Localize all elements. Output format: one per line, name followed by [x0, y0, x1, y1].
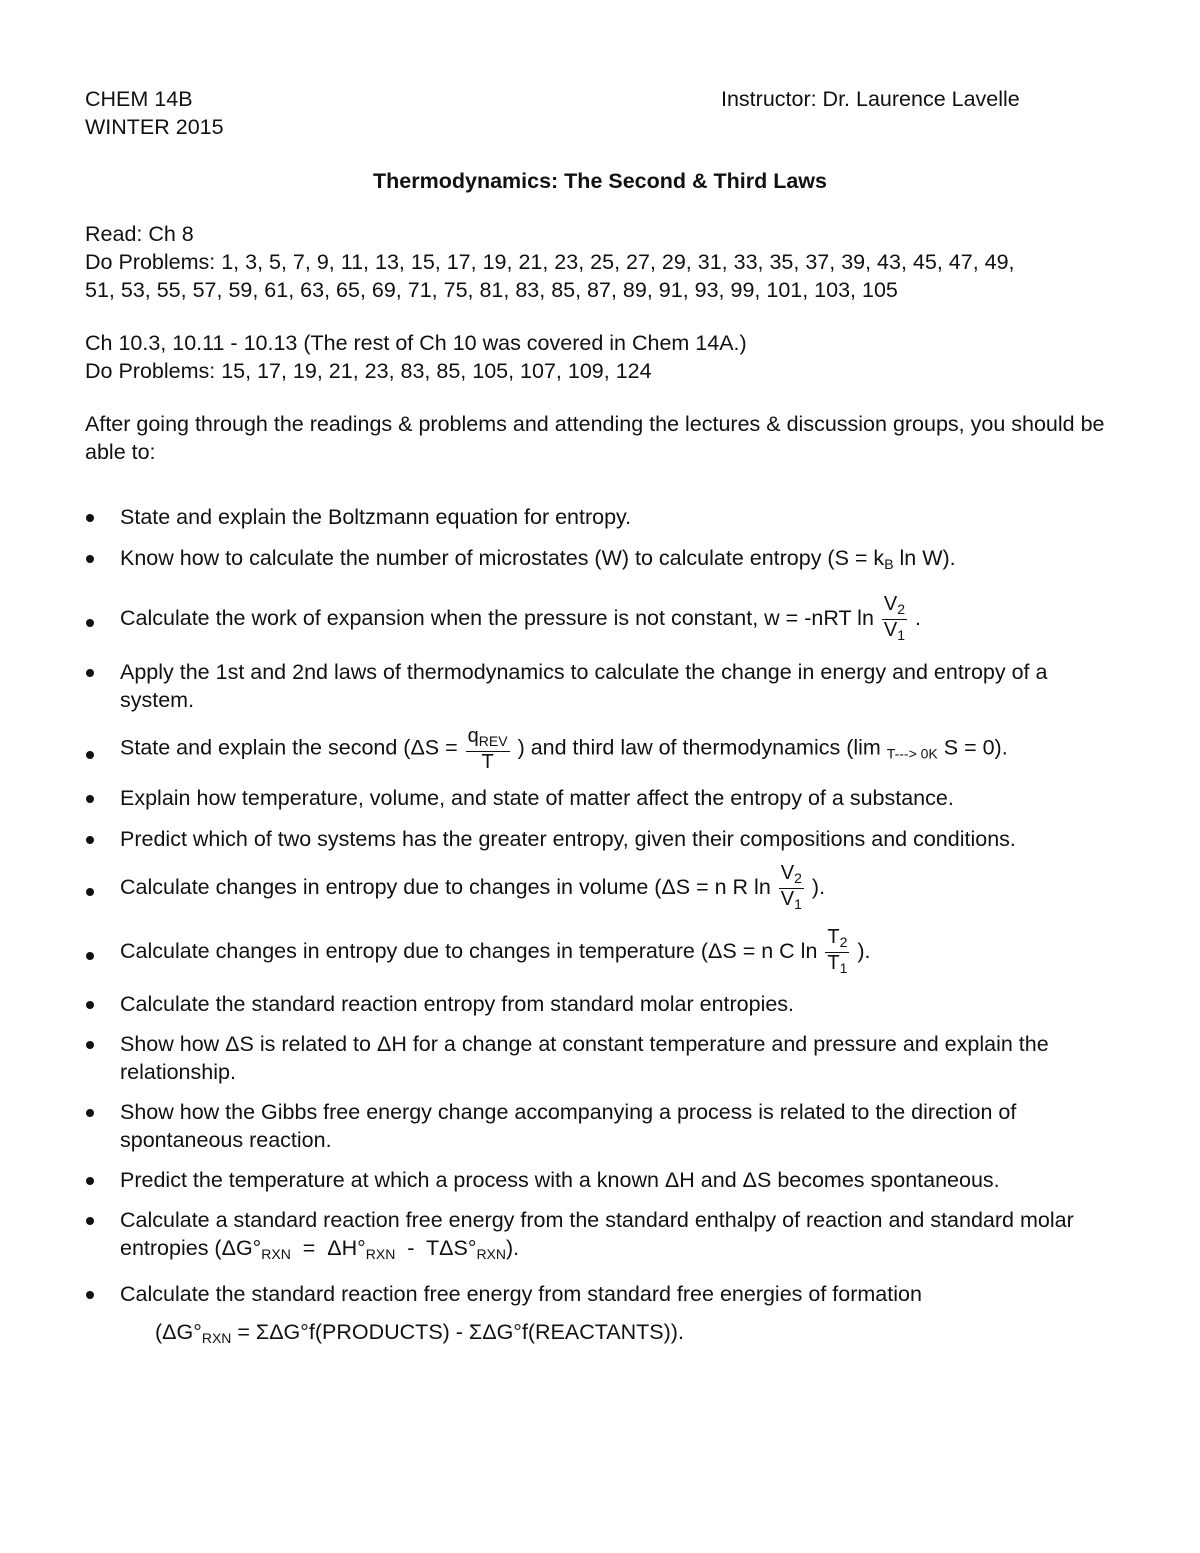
bullet-icon	[86, 952, 94, 960]
objective-text: Calculate changes in entropy due to changes in volume (ΔS = n R ln	[120, 875, 771, 900]
objective-text: State and explain the Boltzmann equation for entropy.	[120, 505, 632, 529]
subscript: 2	[794, 870, 802, 886]
objective-text: Apply the 1st and 2nd laws of thermodynamics to calculate the change in energy and entropy of a system.	[120, 660, 1048, 712]
subscript: B	[884, 556, 894, 572]
list-item	[85, 990, 1125, 1018]
objective-text: Calculate changes in entropy due to changes in temperature (ΔS = n C ln	[120, 939, 818, 964]
instructor: Instructor: Dr. Laurence Lavelle	[721, 87, 1020, 111]
fraction-qrev-t	[466, 726, 510, 772]
objective-text: Calculate the standard reaction entropy from standard molar entropies.	[120, 992, 795, 1016]
objective-text: ).	[857, 939, 871, 964]
numerator: V	[883, 593, 898, 615]
objective-text: ).	[811, 875, 826, 900]
subscript: RXN	[476, 1246, 506, 1262]
learning-objectives-list	[85, 500, 1125, 1352]
bullet-icon	[86, 669, 94, 677]
bullet-icon	[86, 1001, 94, 1009]
list-item	[85, 500, 1125, 531]
subscript: 1	[897, 627, 906, 643]
bullet-icon	[86, 795, 94, 803]
subscript: RXN	[201, 1330, 232, 1346]
bullet-icon	[86, 619, 94, 627]
objective-text: Explain how temperature, volume, and state of matter affect the entropy of a substance.	[120, 786, 954, 810]
subscript: 2	[839, 934, 848, 950]
objective-text: Calculate a standard reaction free energy from the standard enthalpy of reaction and standard molar entropies (ΔG°	[120, 1208, 1074, 1260]
subscript: 1	[839, 960, 848, 976]
problems-line-1: Do Problems: 1, 3, 5, 7, 9, 11, 13, 15, 17, 19, 21, 23, 25, 27, 29, 31, 33, 35, 37, 39, 43, 45, 47, 49,	[85, 250, 1015, 274]
free-energy-equation	[120, 1318, 1125, 1352]
bullet-icon	[86, 514, 94, 522]
intro-paragraph: After going through the readings & problems and attending the lectures & discussion groups, you should be able to:	[85, 412, 1105, 464]
objective-text: Know how to calculate the number of microstates (W) to calculate entropy (S = k	[120, 546, 885, 570]
bullet-icon	[86, 836, 94, 844]
list-item	[85, 544, 1125, 578]
ch10-problems-line: Do Problems: 15, 17, 19, 21, 23, 83, 85, 105, 107, 109, 124	[85, 359, 652, 383]
list-item	[85, 1166, 1125, 1194]
chapter-10-readings	[85, 329, 1125, 385]
denominator: T	[827, 952, 840, 974]
objective-text: ln W).	[893, 546, 956, 570]
document-title: Thermodynamics: The Second & Third Laws	[373, 169, 827, 193]
equation-text: = ΣΔG°f(PRODUCTS) - ΣΔG°f(REACTANTS)).	[231, 1320, 684, 1344]
chapter-8-readings	[85, 220, 1125, 304]
list-item	[85, 1098, 1125, 1154]
list-item	[85, 784, 1125, 812]
bullet-icon	[86, 1177, 94, 1185]
objective-text: S = 0).	[943, 735, 1008, 760]
denominator: T	[481, 751, 494, 773]
read-line: Read: Ch 8	[85, 222, 194, 246]
fraction-v2-v1	[779, 863, 804, 914]
bullet-icon	[86, 1217, 94, 1225]
equation-text: (ΔG°	[155, 1320, 202, 1344]
objective-text: Show how ΔS is related to ΔH for a change at constant temperature and pressure and explain the relationship.	[120, 1032, 1049, 1084]
bullet-icon	[86, 888, 94, 896]
list-item	[85, 825, 1125, 853]
course-name: CHEM 14B	[85, 87, 193, 111]
objective-text: ) and third law of thermodynamics (lim	[517, 735, 881, 760]
list-item	[85, 594, 1125, 645]
fraction-v2-v1	[882, 594, 907, 645]
objective-text: Predict which of two systems has the greater entropy, given their compositions and conditions.	[120, 827, 1016, 851]
list-item	[85, 863, 1125, 914]
objective-text: Calculate the work of expansion when the pressure is not constant, w = -nRT ln	[120, 606, 874, 631]
fraction-t2-t1	[825, 927, 849, 978]
subscript: 1	[794, 896, 802, 912]
list-item	[85, 1280, 1125, 1352]
limit-subscript: T---> 0K	[886, 745, 938, 762]
list-item	[85, 927, 1125, 978]
numerator: V	[780, 862, 795, 884]
bullet-icon	[86, 1291, 94, 1299]
term: WINTER 2015	[85, 115, 224, 139]
objective-text: Calculate the standard reaction free energy from standard free energies of formation	[120, 1282, 922, 1306]
objective-text: = ΔH°	[290, 1236, 366, 1260]
subscript: RXN	[261, 1246, 291, 1262]
objective-text: Predict the temperature at which a process with a known ΔH and ΔS becomes spontaneous.	[120, 1168, 1000, 1192]
list-item	[85, 726, 1125, 772]
objective-text: .	[915, 606, 922, 631]
bullet-icon	[86, 1041, 94, 1049]
bullet-icon	[86, 555, 94, 563]
subscript: 2	[897, 601, 906, 617]
list-item	[85, 1030, 1125, 1086]
denominator: V	[883, 619, 898, 641]
bullet-icon	[86, 1109, 94, 1117]
bullet-icon	[86, 751, 94, 759]
objective-text: - TΔS°	[395, 1236, 477, 1260]
list-item	[85, 1206, 1125, 1268]
objective-text: State and explain the second (ΔS =	[120, 735, 458, 760]
numerator: q	[467, 725, 479, 747]
problems-line-2: 51, 53, 55, 57, 59, 61, 63, 65, 69, 71, 75, 81, 83, 85, 87, 89, 91, 93, 99, 101, 103, 105	[85, 278, 898, 302]
numerator: T	[827, 926, 840, 948]
list-item	[85, 658, 1125, 714]
denominator: V	[780, 888, 795, 910]
ch10-line: Ch 10.3, 10.11 - 10.13 (The rest of Ch 10 was covered in Chem 14A.)	[85, 331, 747, 355]
subscript: REV	[478, 733, 508, 749]
subscript: RXN	[365, 1246, 396, 1262]
objective-text: ).	[506, 1236, 520, 1260]
objective-text: Show how the Gibbs free energy change accompanying a process is related to the direction of spontaneous reaction.	[120, 1100, 1017, 1152]
